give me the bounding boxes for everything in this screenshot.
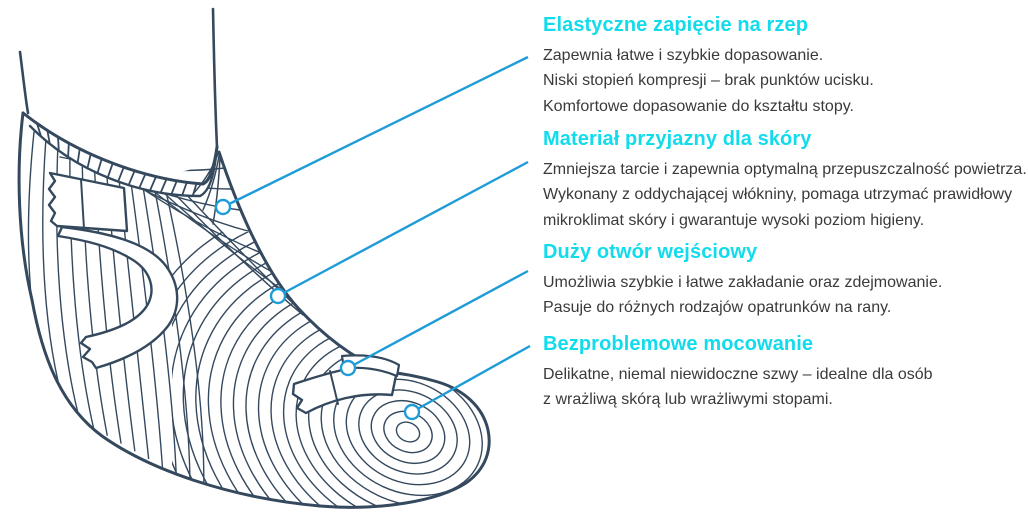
callout-text-line: Pasuje do różnych rodzajów opatrunków na rany.	[543, 299, 892, 317]
callout-text-line: Wykonany z oddychającej włókniny, pomaga utrzymać prawidłowy	[543, 186, 1013, 204]
callout-text-line: Zapewnia łatwe i szybkie dopasowanie.	[543, 47, 824, 64]
callout-elastic-closure	[543, 14, 1023, 119]
callout-text-line: Umożliwia szybkie i łatwe zakładanie oraz zdejmowanie.	[543, 274, 943, 291]
calf-line	[20, 52, 28, 113]
callout-heading: Materiał przyjazny dla skóry	[543, 128, 812, 150]
callout-dot	[216, 200, 230, 214]
callout-text-line: z wrażliwą skórą lub wrażliwymi stopami.	[543, 391, 833, 409]
callout-text-line: mikroklimat skóry i gwarantuje wysoki poziom higieny.	[543, 211, 925, 229]
callout-heading: Elastyczne zapięcie na rzep	[543, 14, 809, 36]
callout-text-line: Niski stopień kompresji – brak punktów ucisku.	[543, 72, 874, 90]
callout-dot	[341, 361, 355, 375]
callout-dot	[271, 289, 285, 303]
callout-dot	[405, 405, 419, 419]
callout-skin-friendly-material	[543, 128, 1027, 233]
callout-line	[348, 271, 528, 368]
callout-text-line: Delikatne, niemal niewidoczne szwy – idealne dla osób	[543, 366, 933, 383]
callout-heading: Duży otwór wejściowy	[543, 241, 758, 263]
callout-text-line: Komfortowe dopasowanie do kształtu stopy.	[543, 97, 854, 115]
shin-line	[213, 9, 217, 147]
callout-line	[278, 162, 528, 296]
callout-text-line: Zmniejsza tarcie i zapewnia optymalną przepuszczalność powietrza.	[543, 161, 1027, 178]
callout-heading: Bezproblemowe mocowanie	[543, 333, 814, 355]
callout-seamless-fastening	[543, 333, 1023, 413]
callout-large-opening	[543, 241, 1023, 321]
callout-line	[223, 57, 528, 207]
